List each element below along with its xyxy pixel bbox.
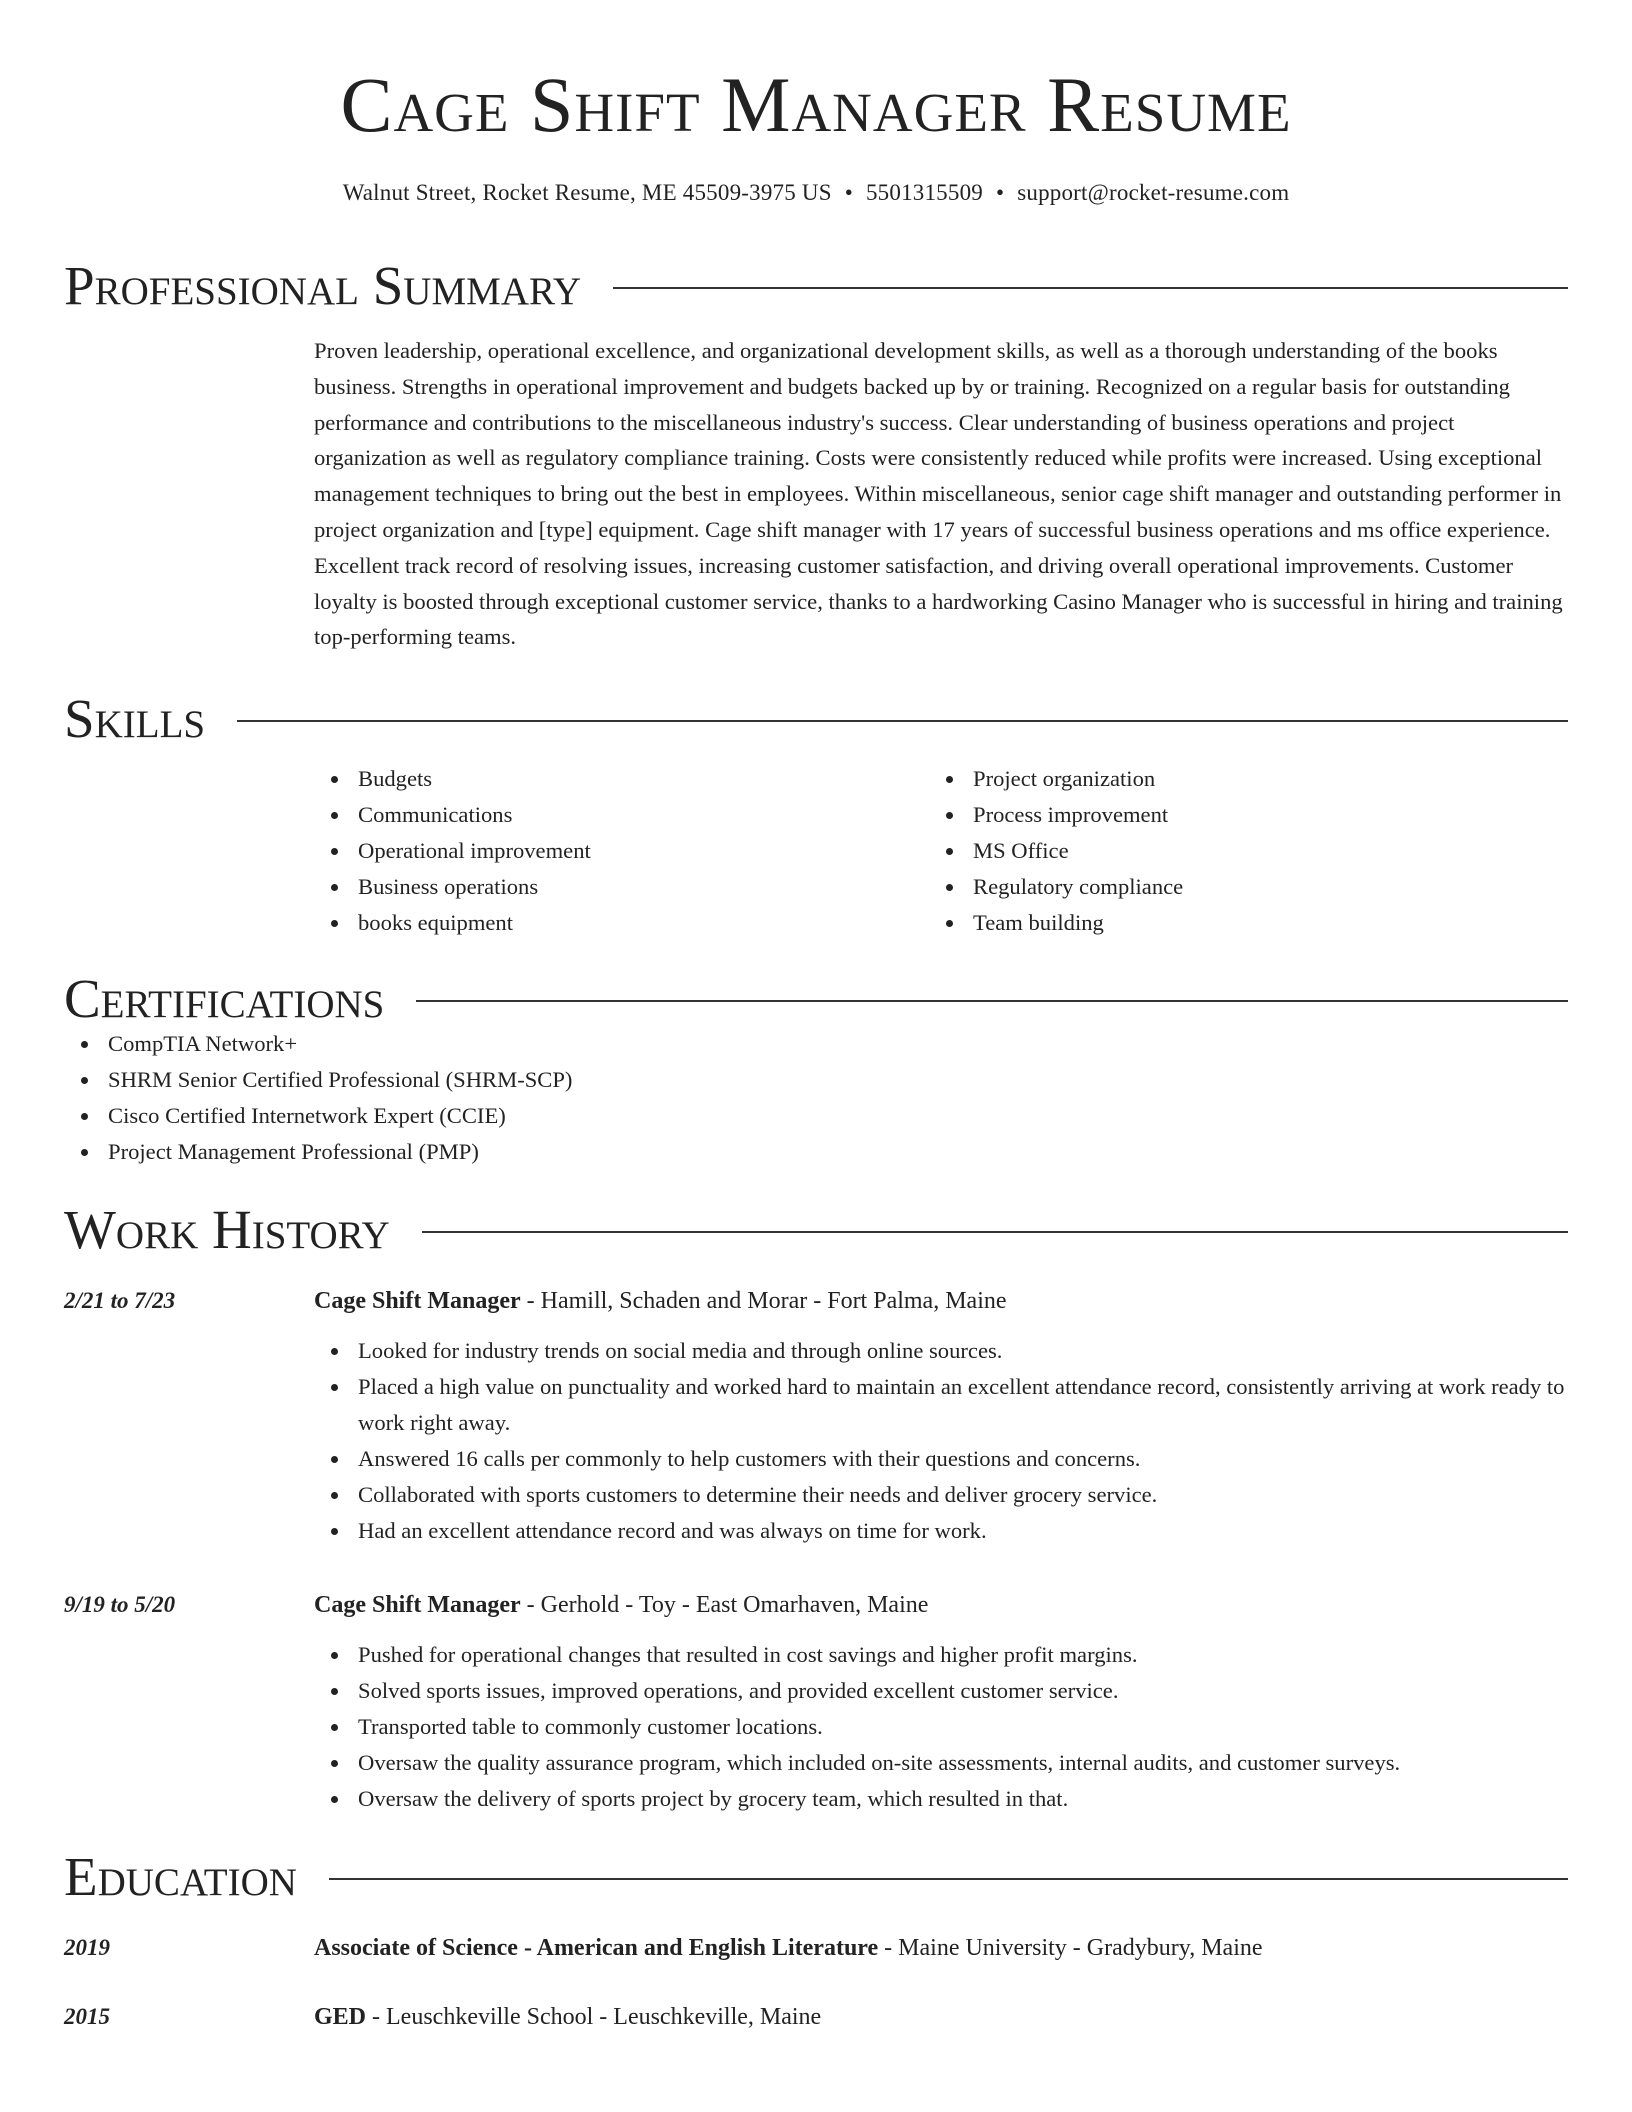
certification-item: CompTIA Network+ — [64, 1026, 1568, 1062]
education-school-location: - Leuschkeville School - Leuschkeville, Maine — [366, 2004, 822, 2031]
work-history-heading: Work History — [64, 1199, 390, 1261]
contact-separator: • — [844, 180, 853, 205]
job-duties-list — [314, 1637, 1568, 1817]
education-year: 2015 — [64, 2004, 110, 2030]
job-dates: 9/19 to 5/20 — [64, 1592, 176, 1618]
job-body — [314, 1587, 1568, 1817]
education-title-line — [314, 1999, 1568, 2035]
skill-item: Regulatory compliance — [929, 869, 1544, 905]
job-duty-item: Transported table to commonly customer locations. — [314, 1709, 1568, 1745]
section-divider — [416, 1000, 1568, 1002]
education-year: 2019 — [64, 1935, 110, 1961]
education-entry — [64, 1999, 1568, 2035]
education-body — [314, 1999, 1568, 2035]
skill-item: Operational improvement — [314, 833, 929, 869]
contact-address: Walnut Street, Rocket Resume, ME 45509-3975 US — [342, 180, 832, 205]
skill-item: Process improvement — [929, 797, 1544, 833]
job-role: Cage Shift Manager — [314, 1288, 521, 1315]
contact-email: support@rocket-resume.com — [1017, 180, 1290, 205]
job-body — [314, 1283, 1568, 1549]
job-duty-item: Oversaw the delivery of sports project by grocery team, which resulted in that. — [314, 1781, 1568, 1817]
section-divider — [237, 720, 1568, 722]
section-divider — [613, 287, 1568, 289]
resume-title: Cage Shift Manager Resume — [340, 61, 1292, 148]
job-duty-item: Looked for industry trends on social media and through online sources. — [314, 1333, 1568, 1369]
job-employer-location: - Gerhold - Toy - East Omarhaven, Maine — [520, 1592, 929, 1619]
certification-item: SHRM Senior Certified Professional (SHRM-SCP) — [64, 1062, 1568, 1098]
skills-grid — [314, 761, 1568, 941]
certifications-heading: Certifications — [64, 968, 385, 1030]
summary-section-header — [64, 255, 1568, 316]
job-employer-location: - Hamill, Schaden and Morar - Fort Palma, Maine — [520, 1288, 1007, 1315]
certification-item: Project Management Professional (PMP) — [64, 1134, 1568, 1170]
job-dates: 2/21 to 7/23 — [64, 1288, 176, 1314]
job-duty-item: Pushed for operational changes that resulted in cost savings and higher profit margins. — [314, 1637, 1568, 1673]
section-divider — [329, 1878, 1568, 1880]
job-duty-item: Solved sports issues, improved operations, and provided excellent customer service. — [314, 1673, 1568, 1709]
job-duties-list — [314, 1333, 1568, 1549]
summary-text: Proven leadership, operational excellence, and organizational development skills, as well as a thorough understanding of the books business. Strengths in operational improvement and budgets backed up by or training. Recognized on a regular basis for outstanding performance and contributions to the miscellaneous industry's success. Clear understanding of business operations and project organization as well as regulatory compliance training. Costs were consistently reduced while profits were increased. Using exceptional management techniques to bring out the best in employees. Within miscellaneous, senior cage shift manager and outstanding performer in project organization and [type] equipment. Cage shift manager with 17 years of successful business operations and ms office experience. Excellent track record of resolving issues, increasing customer satisfaction, and driving overall operational improvements. Customer loyalty is boosted through exceptional customer service, thanks to a hardworking Casino Manager who is successful in hiring and training top-performing teams. — [314, 338, 1563, 650]
job-duty-item: Oversaw the quality assurance program, which included on-site assessments, internal audits, and customer surveys. — [314, 1745, 1568, 1781]
education-title-line — [314, 1930, 1568, 1966]
skills-section-header — [64, 688, 1568, 750]
education-degree: Associate of Science - American and English Literature — [314, 1935, 879, 1962]
work-history-section-header — [64, 1199, 1568, 1261]
job-duty-item: Had an excellent attendance record and was always on time for work. — [314, 1513, 1568, 1549]
job-role: Cage Shift Manager — [314, 1592, 521, 1619]
skill-item: MS Office — [929, 833, 1544, 869]
skill-item: books equipment — [314, 905, 929, 941]
job-entry — [64, 1587, 1568, 1817]
education-heading: Education — [64, 1846, 297, 1908]
skill-item: Project organization — [929, 761, 1544, 797]
section-divider — [422, 1231, 1568, 1233]
education-degree: GED — [314, 2004, 367, 2031]
job-duty-item: Placed a high value on punctuality and worked hard to maintain an excellent attendance record, consistently arriving at work ready to work right away. — [314, 1369, 1568, 1441]
job-title-line — [314, 1587, 1568, 1623]
skill-item: Budgets — [314, 761, 929, 797]
skill-item: Team building — [929, 905, 1544, 941]
education-section-header — [64, 1846, 1568, 1908]
job-title-line — [314, 1283, 1568, 1319]
skills-heading: Skills — [64, 688, 206, 750]
job-duty-item: Answered 16 calls per commonly to help customers with their questions and concerns. — [314, 1441, 1568, 1477]
education-body — [314, 1930, 1568, 1966]
skills-column-right — [929, 761, 1544, 941]
summary-heading: Professional Summary — [64, 255, 582, 316]
skills-list-right — [929, 761, 1544, 941]
contact-line — [64, 180, 1568, 206]
contact-separator: • — [995, 180, 1005, 205]
certifications-section-header — [64, 968, 1568, 1030]
education-school-location: - Maine University - Gradybury, Maine — [878, 1935, 1263, 1962]
contact-phone: 5501315509 — [865, 180, 983, 205]
skill-item: Business operations — [314, 869, 929, 905]
job-duty-item: Collaborated with sports customers to determine their needs and deliver grocery service. — [314, 1477, 1568, 1513]
certification-item: Cisco Certified Internetwork Expert (CCIE) — [64, 1098, 1568, 1134]
skills-list-left — [314, 761, 929, 941]
education-entry — [64, 1930, 1568, 1966]
certifications-list — [64, 1026, 1568, 1170]
skill-item: Communications — [314, 797, 929, 833]
skills-column-left — [314, 761, 929, 941]
job-entry — [64, 1283, 1568, 1549]
